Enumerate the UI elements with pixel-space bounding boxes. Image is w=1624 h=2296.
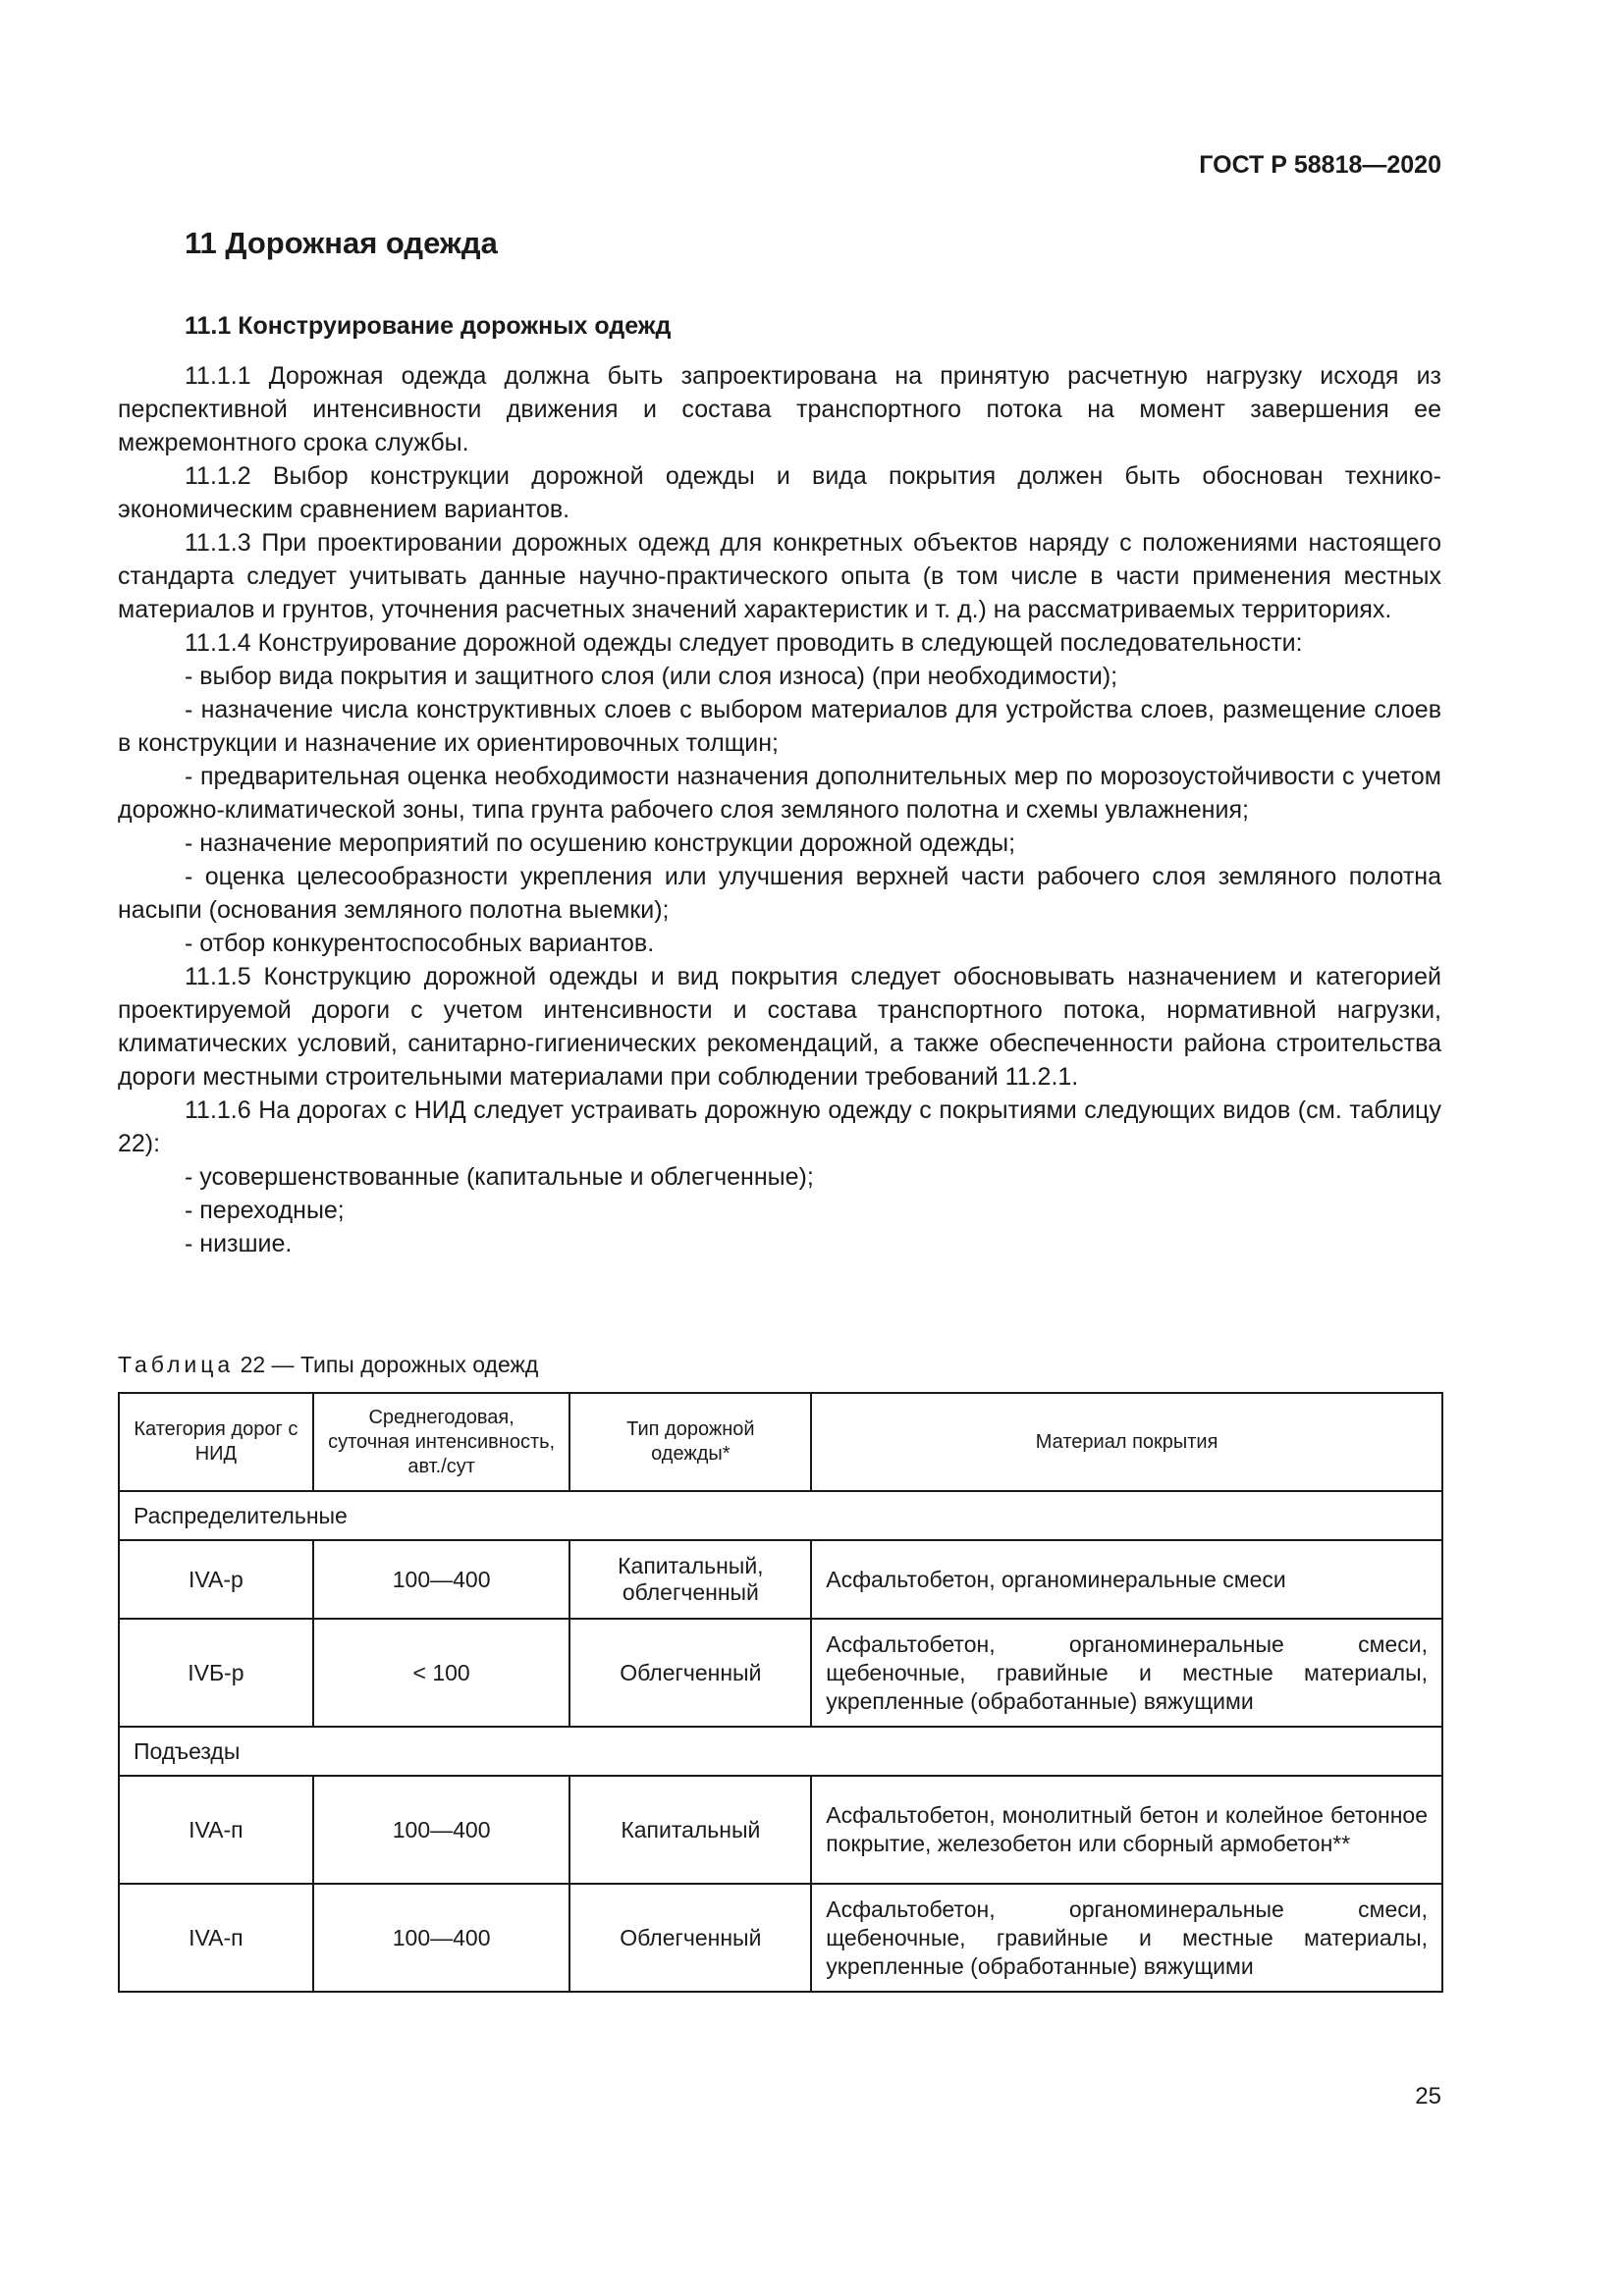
- cell-pavement-type: Капитальный, облегченный: [569, 1540, 811, 1619]
- list-item: - отбор конкурентоспособных вариантов.: [185, 930, 655, 957]
- section-title: 11 Дорожная одежда: [185, 226, 498, 260]
- cell-pavement-type: Облегченный: [569, 1884, 811, 1992]
- cell-intensity: 100—400: [313, 1884, 570, 1992]
- table-group-row: [119, 1727, 1442, 1776]
- table-group-row: [119, 1491, 1442, 1540]
- column-header-intensity: Среднегодовая, суточная интенсивность, авт./сут: [313, 1393, 570, 1491]
- page-number: 25: [1415, 2083, 1441, 2109]
- paragraph-11-1-3: 11.1.3 При проектировании дорожных одежд для конкретных объектов наряду с положениями настоящего стандарта следует учитывать данные научно-практического опыта (в том числе в части применения местных материалов и грунтов, уточнения расчетных значений характеристик и т. д.) на рассматриваемых территориях.: [118, 529, 1441, 623]
- list-item: - низшие.: [185, 1230, 293, 1257]
- table-caption-text: 22 — Типы дорожных одежд: [240, 1352, 539, 1377]
- table-header-row: [119, 1393, 1442, 1491]
- cell-pavement-type: Капитальный: [569, 1776, 811, 1884]
- cell-intensity: 100—400: [313, 1540, 570, 1619]
- list-item: - предварительная оценка необходимости назначения дополнительных мер по морозоустойчивости с учетом дорожно-климатической зоны, типа грунта рабочего слоя земляного полотна и схемы увлажнения;: [118, 763, 1441, 824]
- cell-category: IVA-р: [119, 1540, 313, 1619]
- cell-category: IVA-п: [119, 1884, 313, 1992]
- cell-category: IVБ-р: [119, 1619, 313, 1727]
- table-caption-label: Таблица: [118, 1352, 235, 1377]
- cell-pavement-type: Облегченный: [569, 1619, 811, 1727]
- cell-category: IVA-п: [119, 1776, 313, 1884]
- group-label: Подъезды: [119, 1727, 1442, 1776]
- paragraph-11-1-4: 11.1.4 Конструирование дорожной одежды следует проводить в следующей последовательности:: [185, 629, 1303, 657]
- column-header-category: Категория дорог с НИД: [119, 1393, 313, 1491]
- table-caption: [118, 1352, 538, 1378]
- list-item: - оценка целесообразности укрепления или улучшения верхней части рабочего слоя земляного полотна насыпи (основания земляного полотна выемки);: [118, 863, 1441, 924]
- table-row: [119, 1884, 1442, 1992]
- list-item: - назначение числа конструктивных слоев с выбором материалов для устройства слоев, размещение слоев в конструкции и назначение их ориентировочных толщин;: [118, 696, 1441, 757]
- cell-material: Асфальтобетон, монолитный бетон и колейное бетонное покрытие, железобетон или сборный армобетон**: [811, 1776, 1442, 1884]
- paragraph-11-1-6: 11.1.6 На дорогах с НИД следует устраивать дорожную одежду с покрытиями следующих видов (см. таблицу 22):: [118, 1096, 1441, 1157]
- group-label: Распределительные: [119, 1491, 1442, 1540]
- cell-intensity: 100—400: [313, 1776, 570, 1884]
- paragraph-11-1-5: 11.1.5 Конструкцию дорожной одежды и вид покрытия следует обосновывать назначением и категорией проектируемой дороги с учетом интенсивности и состава транспортного потока, нормативной нагрузки, климатических условий, санитарно-гигиенических рекомендаций, а также обеспеченности района строительства дороги местными строительными материалами при соблюдении требований 11.2.1.: [118, 963, 1441, 1091]
- cell-material: Асфальтобетон, органоминеральные смеси: [811, 1540, 1442, 1619]
- document-code: ГОСТ Р 58818—2020: [1199, 151, 1441, 179]
- list-item: - переходные;: [185, 1197, 345, 1224]
- paragraph-11-1-2: 11.1.2 Выбор конструкции дорожной одежды и вида покрытия должен быть обоснован технико-экономическим сравнением вариантов.: [118, 462, 1441, 523]
- table-row: [119, 1540, 1442, 1619]
- column-header-pavement-type: Тип дорожной одежды*: [569, 1393, 811, 1491]
- column-header-material: Материал покрытия: [811, 1393, 1442, 1491]
- cell-intensity: < 100: [313, 1619, 570, 1727]
- cell-material: Асфальтобетон, органоминеральные смеси, щебеночные, гравийные и местные материалы, укрепленные (обработанные) вяжущими: [811, 1884, 1442, 1992]
- table-row: [119, 1619, 1442, 1727]
- list-item: - назначение мероприятий по осушению конструкции дорожной одежды;: [185, 829, 1016, 857]
- table-row: [119, 1776, 1442, 1884]
- cell-material: Асфальтобетон, органоминеральные смеси, щебеночные, гравийные и местные материалы, укрепленные (обработанные) вяжущими: [811, 1619, 1442, 1727]
- list-item: - усовершенствованные (капитальные и облегченные);: [185, 1163, 814, 1191]
- subsection-title: 11.1 Конструирование дорожных одежд: [185, 312, 672, 340]
- paragraph-11-1-1: 11.1.1 Дорожная одежда должна быть запроектирована на принятую расчетную нагрузку исходя из перспективной интенсивности движения и состава транспортного потока на момент завершения ее межремонтного срока службы.: [118, 362, 1441, 456]
- road-pavement-types-table: [118, 1392, 1443, 1993]
- body-text: [118, 359, 1441, 1260]
- list-item: - выбор вида покрытия и защитного слоя (или слоя износа) (при необходимости);: [185, 663, 1118, 690]
